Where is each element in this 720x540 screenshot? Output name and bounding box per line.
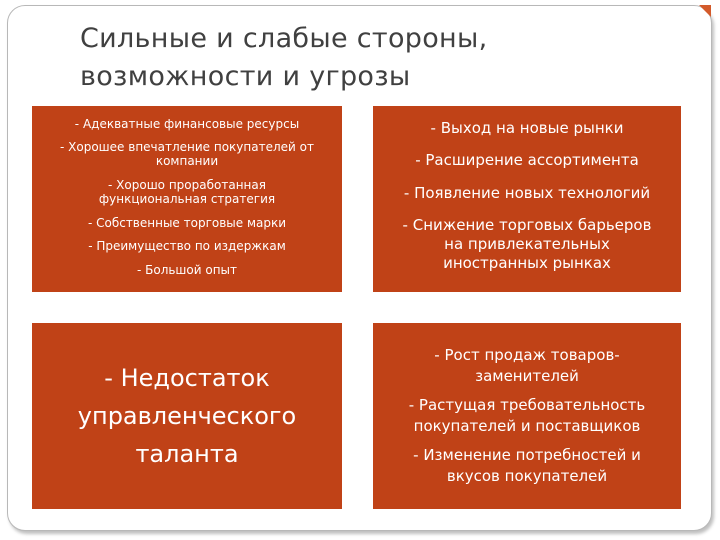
- strength-item: - Хорошо проработанная функциональная стратегия: [98, 178, 276, 207]
- threat-item: - Растущая требовательность покупателей и поставщиков: [408, 396, 646, 435]
- strength-item: - Хорошее впечатление покупателей от компании: [60, 140, 314, 169]
- strengths-box: [32, 106, 342, 292]
- title-line-2: возможности и угрозы: [80, 61, 411, 92]
- opportunity-item: - Снижение торговых барьеров на привлекательных иностранных рынках: [402, 216, 652, 273]
- threat-item: - Изменение потребностей и вкусов покупателей: [413, 446, 641, 485]
- weakness-item: - Недостаток управленческого таланта: [77, 364, 297, 468]
- opportunity-item: - Расширение ассортимента: [415, 151, 639, 170]
- strength-item: - Собственные торговые марки: [87, 215, 287, 230]
- opportunity-item: - Выход на новые рынки: [430, 118, 624, 137]
- slide-title: [80, 20, 640, 96]
- weaknesses-box: [32, 323, 342, 509]
- corner-accent: [699, 5, 711, 17]
- strength-item: - Большой опыт: [136, 263, 238, 278]
- opportunity-item: - Появление новых технологий: [403, 183, 651, 202]
- strength-item: - Адекватные финансовые ресурсы: [74, 116, 300, 131]
- threat-item: - Рост продаж товаров-заменителей: [434, 346, 620, 385]
- opportunities-box: [373, 106, 681, 292]
- threats-box: [373, 323, 681, 509]
- strength-item: - Преимущество по издержкам: [88, 239, 286, 254]
- title-line-1: Сильные и слабые стороны,: [80, 23, 488, 54]
